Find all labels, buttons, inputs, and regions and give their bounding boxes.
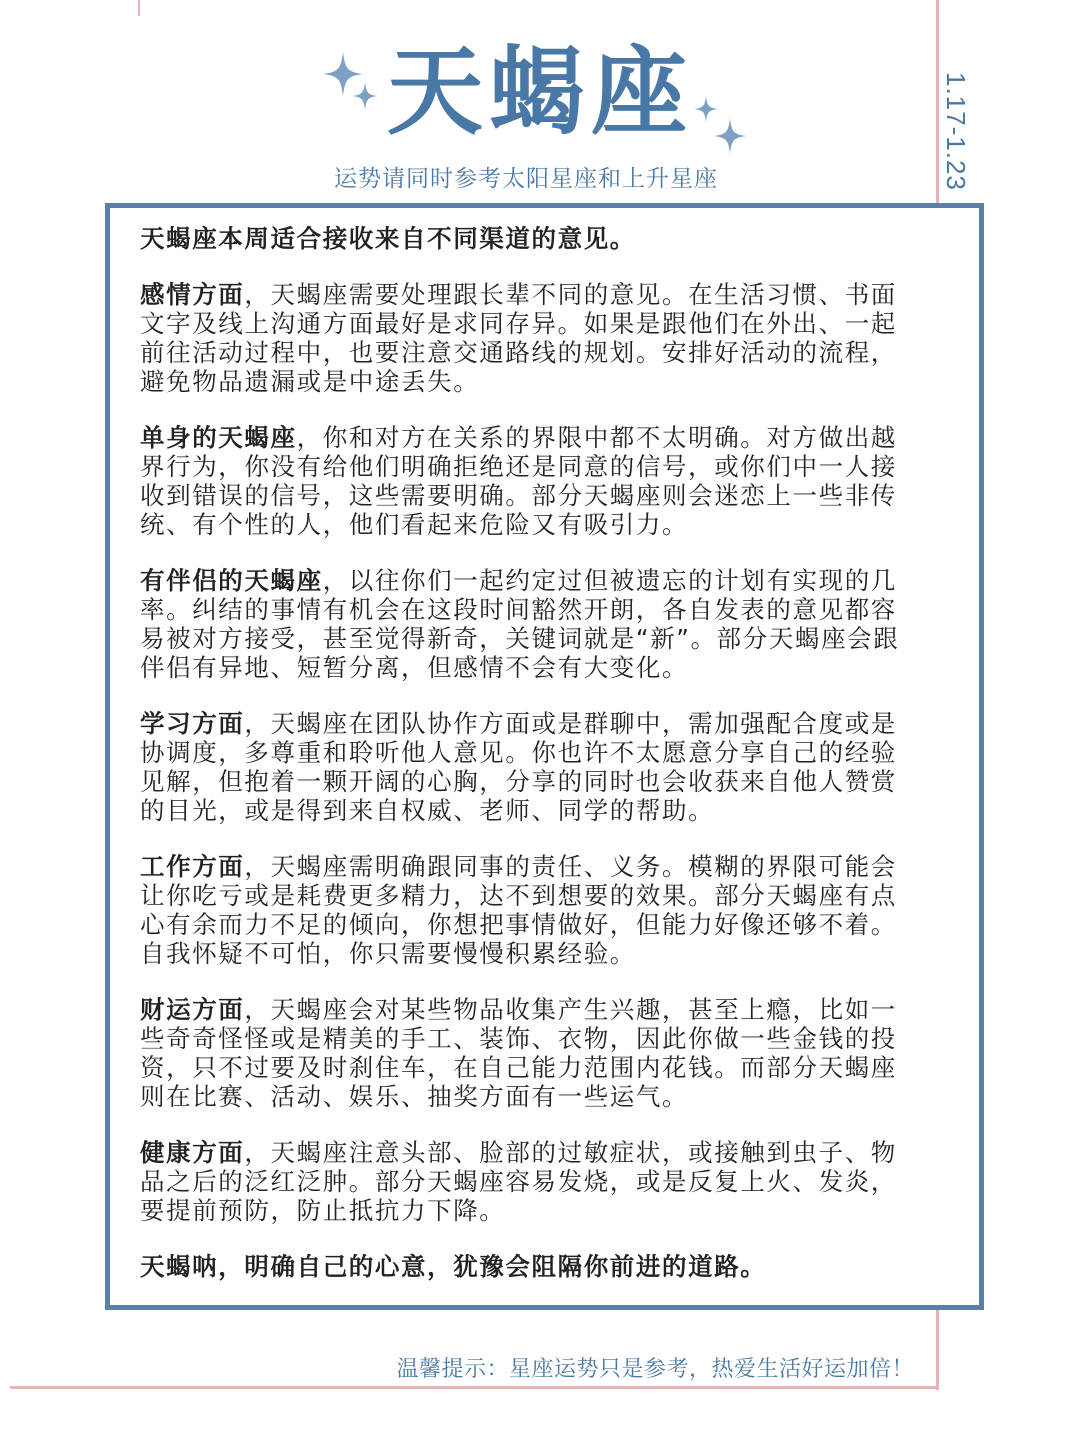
- section-text: ，天蝎座需要处理跟长辈不同的意见。在生活习惯、书面文字及线上沟通方面最好是求同存异。如果是跟他们在外出、一起前往活动过程中，也要注意交通路线的规划。安排好活动的流程，避免物品遗漏或是中途丢失。: [140, 280, 897, 396]
- section-text: ，以往你们一起约定过但被遗忘的计划有实现的几率。纠结的事情有机会在这段时间豁然开朗，各自发表的意见都容易被对方接受，甚至觉得新奇，关键词就是“新”。部分天蝎座会跟伴侣有异地、短暂分离，但感情不会有大变化。: [140, 566, 900, 682]
- closing-text: 天蝎呐，明确自己的心意，犹豫会阻隔你前进的道路。: [140, 1252, 767, 1281]
- section-text: ，天蝎座注意头部、脸部的过敏症状，或接触到虫子、物品之后的泛红泛肿。部分天蝎座容易发烧，或是反复上火、发炎，要提前预防，防止抵抗力下降。: [140, 1138, 897, 1225]
- section-heading: 学习方面: [140, 709, 245, 738]
- content-panel: [105, 203, 984, 1310]
- subtitle: 运势请同时参考太阳星座和上升星座: [334, 166, 718, 192]
- section-wealth: [140, 995, 920, 1111]
- section-text: ，天蝎座需明确跟同事的责任、义务。模糊的界限可能会让你吃亏或是耗费更多精力，达不到想要的效果。部分天蝎座有点心有余而力不足的倾向，你想把事情做好，但能力好像还够不着。自我怀疑不可怕，你只需要慢慢积累经验。: [140, 852, 897, 968]
- date-range: 1.17-1.23: [941, 72, 971, 191]
- section-study: [140, 709, 920, 825]
- section-text: ，天蝎座会对某些物品收集产生兴趣，甚至上瘾，比如一些奇奇怪怪或是精美的手工、装饰、衣物，因此你做一些金钱的投资，只不过要及时刹住车，在自己能力范围内花钱。而部分天蝎座则在比赛、活动、娱乐、抽奖方面有一些运气。: [140, 995, 897, 1111]
- section-single: [140, 423, 920, 539]
- section-text: ，天蝎座在团队协作方面或是群聊中，需加强配合度或是协调度，多尊重和聆听他人意见。你也许不太愿意分享自己的经验见解，但抱着一颗开阔的心胸，分享的同时也会收获来自他人赞赏的目光，或是得到来自权威、老师、同学的帮助。: [140, 709, 897, 825]
- intro-text: 天蝎座本周适合接收来自不同渠道的意见。: [140, 224, 636, 253]
- pink-horizontal-line: [10, 1386, 939, 1389]
- section-heading: 健康方面: [140, 1138, 245, 1167]
- section-text: ，你和对方在关系的界限中都不太明确。对方做出越界行为，你没有给他们明确拒绝还是同意的信号，或你们中一人接收到错误的信号，这些需要明确。部分天蝎座则会迷恋上一些非传统、有个性的人，他们看起来危险又有吸引力。: [140, 423, 897, 539]
- section-partnered: [140, 566, 920, 682]
- section-heading: 有伴侣的天蝎座: [140, 566, 323, 595]
- pink-top-tick: [138, 0, 140, 16]
- section-work: [140, 852, 920, 968]
- page-title: 天蝎座: [387, 36, 693, 148]
- section-health: [140, 1138, 920, 1225]
- section-heading: 财运方面: [140, 995, 245, 1024]
- section-heading: 单身的天蝎座: [140, 423, 297, 452]
- section-heading: 感情方面: [140, 280, 245, 309]
- section-emotion: [140, 280, 920, 396]
- footer-tip: 温馨提示：星座运势只是参考，热爱生活好运加倍！: [396, 1357, 914, 1382]
- section-heading: 工作方面: [140, 852, 245, 881]
- article-body: [140, 224, 920, 1308]
